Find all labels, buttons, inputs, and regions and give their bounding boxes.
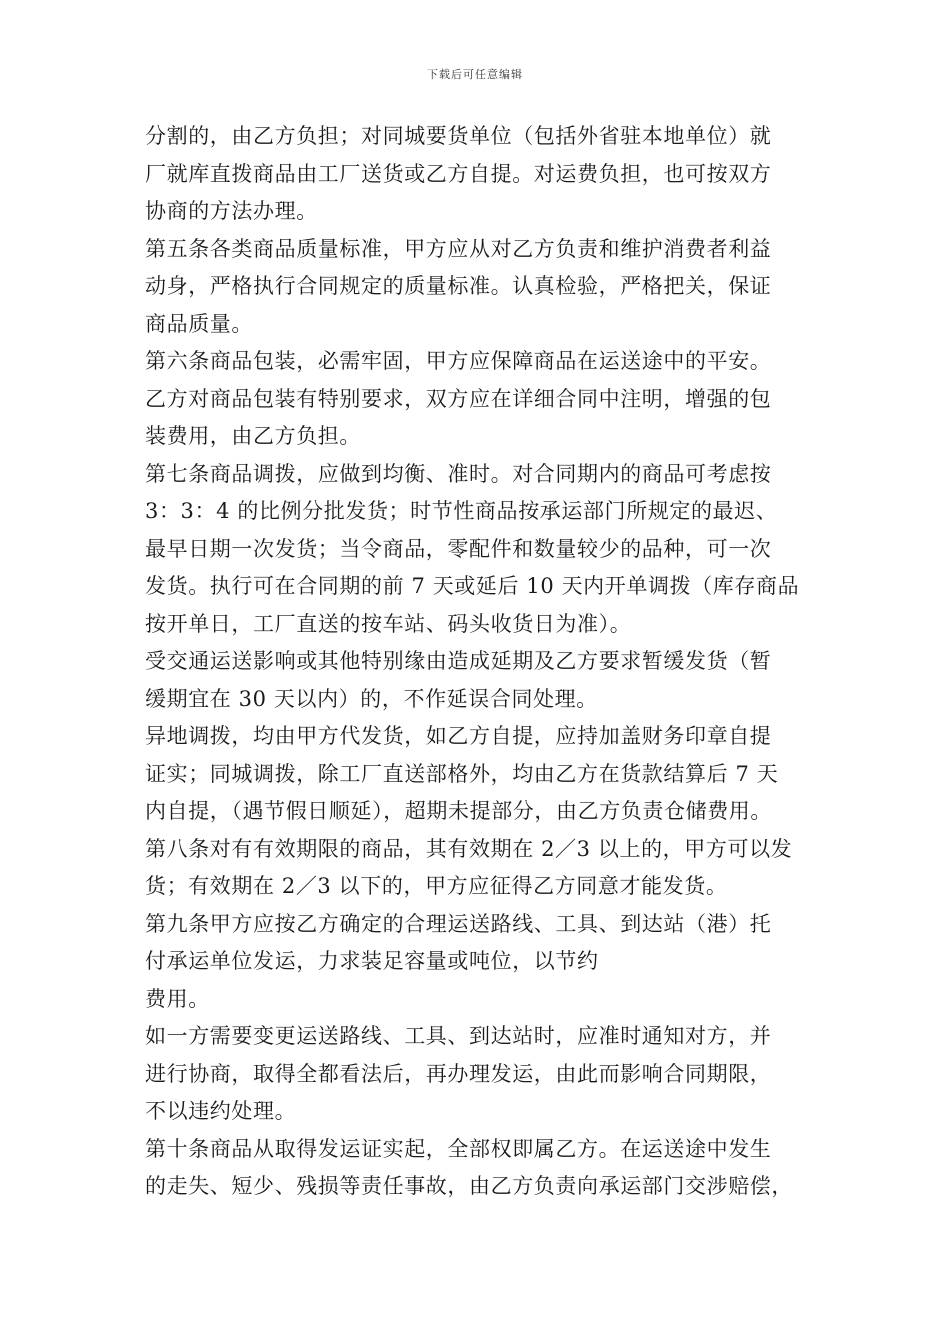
text-line: 装费用，由乙方负担。 [145, 424, 361, 448]
text-line: 3：3：4 的比例分批发货；时节性商品按承运部门所规定的最迟、 [145, 499, 778, 523]
text-line: 受交通运送影响或其他特别缘由造成延期及乙方要求暂缓发货（暂 [145, 649, 772, 673]
page-header: 下载后可任意编辑 [427, 68, 523, 81]
text-line: 发货。执行可在合同期的前 7 天或延后 10 天内开单调拨（库存商品 [145, 574, 800, 598]
text-line: 第五条各类商品质量标准，甲方应从对乙方负责和维护消费者利益 [145, 236, 772, 261]
text-line: 进行协商，取得全都看法后，再办理发运，由此而影响合同期限， [145, 1061, 772, 1086]
text-line: 第十条商品从取得发运证实起，全部权即属乙方。在运送途中发生 [145, 1136, 772, 1161]
text-line: 不以违约处理。 [145, 1099, 297, 1123]
text-line: 厂就库直拨商品由工厂送货或乙方自提。对运费负担，也可按双方 [145, 161, 772, 186]
text-line: 按开单日，工厂直送的按车站、码头收货日为准）。 [145, 611, 632, 636]
text-line: 异地调拨，均由甲方代发货，如乙方自提，应持加盖财务印章自提 [145, 724, 772, 748]
text-line: 缓期宜在 30 天以内）的，不作延误合同处理。 [145, 686, 598, 711]
document-body [145, 118, 817, 1206]
text-line: 商品质量。 [145, 311, 253, 336]
text-line: 付承运单位发运，力求装足容量或吨位，以节约 [145, 949, 599, 973]
text-line: 最早日期一次发货；当令商品，零配件和数量较少的品种，可一次 [145, 536, 772, 561]
text-line: 的走失、短少、残损等责任事故，由乙方负责向承运部门交涉赔偿， [145, 1174, 793, 1198]
text-line: 费用。 [145, 986, 210, 1011]
text-line: 第六条商品包装，必需牢固，甲方应保障商品在运送途中的平安。 [145, 349, 772, 373]
text-line: 内自提，（遇节假日顺延），超期未提部分，由乙方负责仓储费用。 [145, 799, 772, 823]
text-line: 第九条甲方应按乙方确定的合理运送路线、工具、到达站（港）托 [145, 911, 772, 936]
text-line: 如一方需要变更运送路线、工具、到达站时，应准时通知对方，并 [145, 1024, 772, 1048]
text-line: 证实；同城调拨，除工厂直送部格外，均由乙方在货款结算后 7 天 [145, 761, 779, 786]
text-line: 乙方对商品包装有特别要求，双方应在详细合同中注明，增强的包 [145, 386, 772, 411]
text-line: 动身，严格执行合同规定的质量标准。认真检验，严格把关，保证 [145, 274, 772, 298]
text-line: 第七条商品调拨，应做到均衡、准时。对合同期内的商品可考虑按 [145, 461, 772, 486]
text-line: 第八条对有有效期限的商品，其有效期在 2／3 以上的，甲方可以发 [145, 836, 793, 861]
text-line: 分割的，由乙方负担；对同城要货单位（包括外省驻本地单位）就 [145, 124, 772, 148]
text-line: 协商的方法办理。 [145, 199, 318, 223]
text-line: 货；有效期在 2／3 以下的，甲方应征得乙方同意才能发货。 [145, 874, 728, 898]
